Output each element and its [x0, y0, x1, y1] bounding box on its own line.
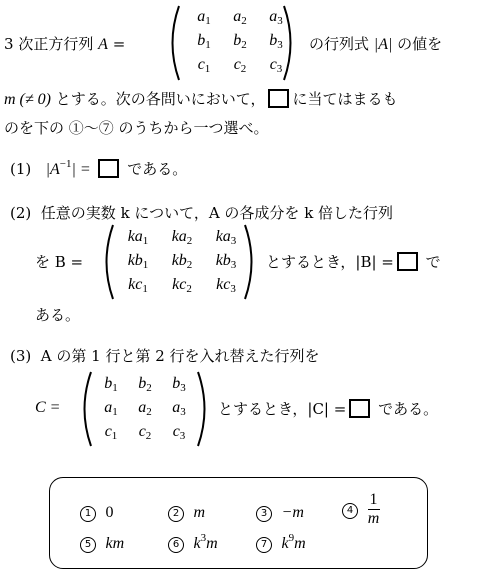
- choice-4: 4 $\frac{1}{m}$: [342, 491, 380, 528]
- matrix-cell: [186, 53, 222, 77]
- matrix-cell: [94, 420, 128, 444]
- matrix-a-left-paren: [164, 4, 182, 82]
- matrix-cell-value: $kb_3$: [215, 252, 237, 271]
- matrix-cell-value: $a_3$: [172, 399, 186, 418]
- matrix-cell-value: $b_1$: [197, 32, 211, 51]
- matrix-cell: [128, 372, 162, 396]
- q3-tail: とするとき，|C| = である。: [218, 400, 439, 418]
- q2-line3: ある。: [35, 306, 81, 324]
- matrix-b-right-paren: [242, 223, 260, 301]
- choice-6: 6 $k^3m$: [168, 534, 218, 553]
- matrix-a-right-paren: [281, 4, 299, 82]
- matrix-c: [94, 372, 196, 444]
- matrix-cell: [186, 29, 222, 53]
- answer-box: [268, 89, 289, 108]
- matrix-cell: [128, 420, 162, 444]
- choice-7: 7 $k^9m$: [256, 534, 306, 553]
- matrix-cell-value: $c_2$: [138, 423, 152, 442]
- matrix-cell: [94, 372, 128, 396]
- choice-2: 2 m: [168, 503, 205, 522]
- matrix-cell: [160, 273, 204, 297]
- matrix-cell-value: $ka_3$: [215, 228, 237, 247]
- matrix-cell: [222, 29, 258, 53]
- matrix-a: [186, 5, 294, 77]
- matrix-cell: [222, 53, 258, 77]
- matrix-cell-value: $kc_1$: [128, 276, 148, 295]
- matrix-cell-value: $a_1$: [197, 8, 211, 27]
- matrix-cell-value: $kc_3$: [216, 276, 236, 295]
- matrix-cell-value: $a_3$: [269, 8, 283, 27]
- matrix-cell-value: $c_3$: [269, 56, 283, 75]
- q1-line: (1) $|A^{-1}|$ = である。: [10, 158, 188, 178]
- answer-box: [98, 159, 119, 178]
- q2-line1: (2) 任意の実数 k について，A の各成分を k 倍した行列: [10, 204, 394, 222]
- matrix-cell: [116, 273, 160, 297]
- matrix-cell-value: $b_2$: [233, 32, 247, 51]
- q2-tail: とするとき，|B| = で: [266, 253, 441, 271]
- matrix-cell-value: $ka_2$: [171, 228, 193, 247]
- matrix-cell-value: $a_2$: [233, 8, 247, 27]
- choice-1: 1 0: [80, 503, 114, 522]
- q2-lead: を B =: [35, 253, 84, 271]
- matrix-cell-value: $ka_1$: [127, 228, 149, 247]
- matrix-cell: [162, 396, 196, 420]
- matrix-cell-value: $c_2$: [233, 56, 247, 75]
- intro-line1-tail: の行列式 |A| の値を: [309, 35, 443, 53]
- matrix-cell-value: $kb_2$: [171, 252, 193, 271]
- matrix-cell-value: $kb_1$: [127, 252, 149, 271]
- choice-5: 5 km: [80, 534, 124, 553]
- matrix-cell: [116, 225, 160, 249]
- matrix-cell: [162, 420, 196, 444]
- matrix-cell-value: $b_3$: [269, 32, 283, 51]
- matrix-cell-value: $b_1$: [104, 375, 118, 394]
- matrix-cell-value: $a_2$: [138, 399, 152, 418]
- matrix-cell: [186, 5, 222, 29]
- matrix-cell-value: $b_3$: [172, 375, 186, 394]
- q3-line1: (3) A の第 1 行と第 2 行を入れ替えた行列を: [10, 347, 320, 365]
- matrix-b: [116, 225, 248, 297]
- matrix-cell: [94, 396, 128, 420]
- matrix-cell-value: $b_2$: [138, 375, 152, 394]
- intro-line3: のを下の ①〜⑦ のうちから一つ選べ。: [4, 119, 269, 137]
- answer-box: [349, 399, 370, 418]
- intro-line1-lead: 3 次正方行列 A =: [4, 35, 126, 53]
- matrix-c-left-paren: [76, 370, 94, 448]
- matrix-b-left-paren: [98, 223, 116, 301]
- matrix-c-right-paren: [195, 370, 213, 448]
- choices-box: [49, 477, 428, 569]
- matrix-cell-value: $c_1$: [104, 423, 118, 442]
- q3-lead: C =: [35, 399, 61, 416]
- choice-3: 3 −m: [256, 503, 304, 522]
- matrix-cell: [128, 396, 162, 420]
- matrix-cell: [160, 249, 204, 273]
- matrix-cell-value: $kc_2$: [172, 276, 192, 295]
- intro-line2: m (≠ 0) とする。次の各問いにおいて， に当てはまるも: [4, 90, 398, 108]
- matrix-cell-value: $c_3$: [172, 423, 186, 442]
- matrix-cell-value: $a_1$: [104, 399, 118, 418]
- answer-box: [397, 252, 418, 271]
- matrix-cell: [162, 372, 196, 396]
- matrix-cell: [116, 249, 160, 273]
- matrix-cell-value: $c_1$: [197, 56, 211, 75]
- matrix-cell: [160, 225, 204, 249]
- matrix-cell: [222, 5, 258, 29]
